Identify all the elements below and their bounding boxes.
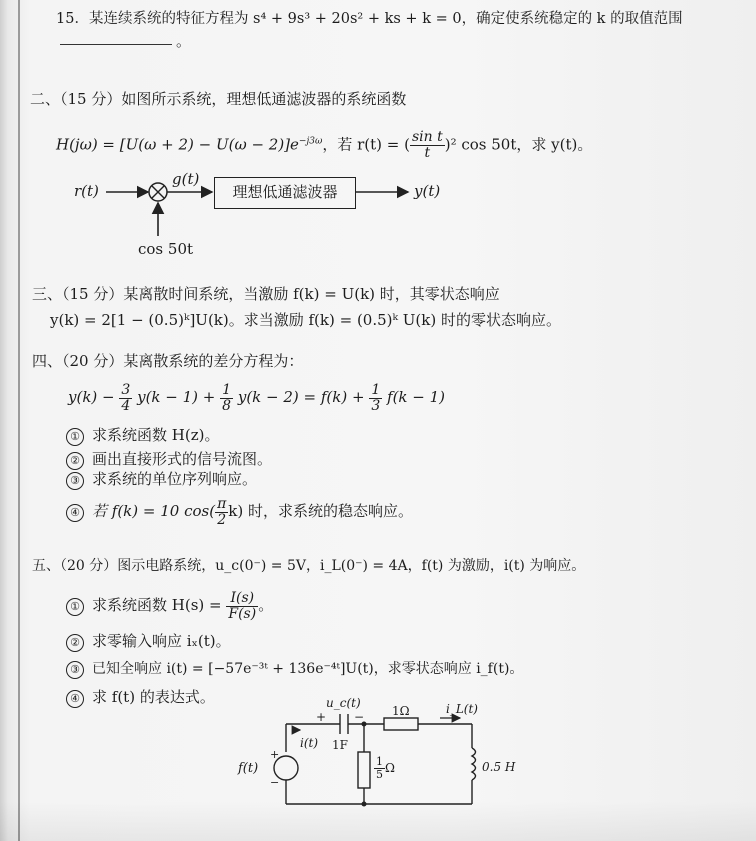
q5-heading: 五、（20 分）图示电路系统，u_c(0⁻) = 5V，i_L(0⁻) = 4A，f(t) 为激励，i(t) 为响应。 xyxy=(32,558,586,574)
q4-frac-2 xyxy=(220,383,233,414)
circuit-r1-label: 1Ω xyxy=(392,704,410,718)
q4-item-4-a: 若 f(k) = 10 cos( xyxy=(92,502,216,520)
circuit-cap-minus: − xyxy=(354,710,365,724)
circuit-source-label: f(t) xyxy=(238,761,259,776)
q4-item4-fn: π xyxy=(217,495,227,512)
q4-item-2-text: 画出直接形式的信号流图。 xyxy=(92,450,273,468)
circuit-r2-den: 5 xyxy=(376,768,383,781)
q4-equation xyxy=(68,380,445,414)
q4-eq-a: y(k) − xyxy=(68,388,115,406)
q4-item-4 xyxy=(66,494,413,528)
q4-item-4-b: k) 时，求系统的稳态响应。 xyxy=(228,502,413,520)
circuit-uc-label: u_c(t) xyxy=(326,696,361,710)
circuit-il-label: i_L(t) xyxy=(446,702,478,716)
q5-item-1 xyxy=(66,588,273,622)
circuit-r2-num: 1 xyxy=(376,755,383,768)
q4-f3-den: 3 xyxy=(371,397,381,414)
q4-f1-den: 4 xyxy=(121,397,131,414)
q2-formula-exp: −j3ω xyxy=(298,136,323,147)
q5-item-2-text: 求零输入响应 iₓ(t)。 xyxy=(92,632,231,650)
q4-eq-d: f(k − 1) xyxy=(387,388,446,406)
q15-text: 15．某连续系统的特征方程为 s⁴ + 9s³ + 20s² + ks + k = 0，确定使系统稳定的 k 的取值范围 xyxy=(56,11,683,27)
q4-item-4-num: ④ xyxy=(66,504,84,522)
diagram-input-label: r(t) xyxy=(74,182,99,200)
q4-frac-3 xyxy=(369,383,382,414)
q4-item-1-text: 求系统函数 H(z)。 xyxy=(92,426,220,444)
q4-item-3-num: ③ xyxy=(66,472,84,490)
circuit-inductor-label: 0.5 H xyxy=(482,760,516,774)
q2-formula-left: H(jω) = [U(ω + 2) − U(ω − 2)]e xyxy=(56,135,299,154)
circuit-current-label: i(t) xyxy=(300,736,319,750)
q4-item-2-num: ② xyxy=(66,452,84,470)
q15-tail: 。 xyxy=(176,32,192,50)
q5-item-4-text: 求 f(t) 的表达式。 xyxy=(92,688,215,706)
q2-frac-den: t xyxy=(424,145,431,161)
q2-frac-num: sin t xyxy=(411,129,443,145)
circuit-source-plus: + xyxy=(270,748,280,761)
q4-item-1-num: ① xyxy=(66,428,84,446)
q5-item-4 xyxy=(66,688,215,708)
low-pass-filter-box: 理想低通滤波器 xyxy=(214,177,356,209)
q4-eq-c: y(k − 2) = f(k) + xyxy=(237,388,365,406)
circuit-cap-plus: + xyxy=(316,710,327,724)
q4-f2-num: 1 xyxy=(222,381,232,398)
circuit-r2-label xyxy=(374,756,395,781)
q2-formula-mid: ，若 r(t) = ( xyxy=(322,135,410,154)
q5-item-1-a: 求系统函数 H(s) = xyxy=(92,596,222,614)
q5-item-1-b: 。 xyxy=(258,596,274,614)
circuit-r2-frac xyxy=(374,756,385,781)
q5-item-1-num: ① xyxy=(66,598,84,616)
q4-f1-num: 3 xyxy=(121,381,131,398)
q5-item-1-frac xyxy=(226,591,258,622)
diagram-gt-label: g(t) xyxy=(172,170,200,188)
q2-heading: 二、（15 分）如图所示系统，理想低通滤波器的系统函数 xyxy=(30,90,407,108)
q3-line1: 三、（15 分）某离散时间系统，当激励 f(k) = U(k) 时，其零状态响应 xyxy=(32,285,500,303)
circuit-r2-unit: Ω xyxy=(385,761,395,775)
q4-frac-1 xyxy=(119,383,132,414)
q4-item-1 xyxy=(66,426,219,446)
q5-item1-fd: F(s) xyxy=(228,605,257,622)
q3-line2: y(k) = 2[1 − (0.5)ᵏ]U(k)。求当激励 f(k) = (0.5)ᵏ U(k) 时的零状态响应。 xyxy=(50,311,561,329)
q5-item1-fn: I(s) xyxy=(226,591,258,607)
q5-item-3-num: ③ xyxy=(66,661,84,679)
q4-heading: 四、（20 分）某离散系统的差分方程为： xyxy=(32,352,304,370)
q5-item-3 xyxy=(66,660,523,679)
scan-shadow xyxy=(0,801,756,841)
q5-item-4-num: ④ xyxy=(66,690,84,708)
diagram-carrier-label: cos 50t xyxy=(138,240,194,258)
circuit-source-minus: − xyxy=(270,776,280,789)
q4-item-3 xyxy=(66,470,257,490)
q4-f2-den: 8 xyxy=(222,397,232,414)
q5-item-2 xyxy=(66,632,231,652)
q4-eq-b: y(k − 1) + xyxy=(137,388,216,406)
diagram-output-label: y(t) xyxy=(414,182,441,200)
q4-item-3-text: 求系统的单位序列响应。 xyxy=(92,470,258,488)
q4-item4-fd: 2 xyxy=(217,511,227,528)
circuit-cap-value: 1F xyxy=(332,738,348,752)
q2-formula-right: )² cos 50t，求 y(t)。 xyxy=(444,135,593,154)
q5-item-3-text: 已知全响应 i(t) = [−57e⁻³ᵗ + 136e⁻⁴ᵗ]U(t)，求零状态响应 i_f(t)。 xyxy=(92,661,524,677)
q4-item-4-frac xyxy=(215,497,228,528)
q4-item-2 xyxy=(66,450,272,470)
q4-f3-num: 1 xyxy=(371,381,381,398)
q5-item-2-num: ② xyxy=(66,634,84,652)
